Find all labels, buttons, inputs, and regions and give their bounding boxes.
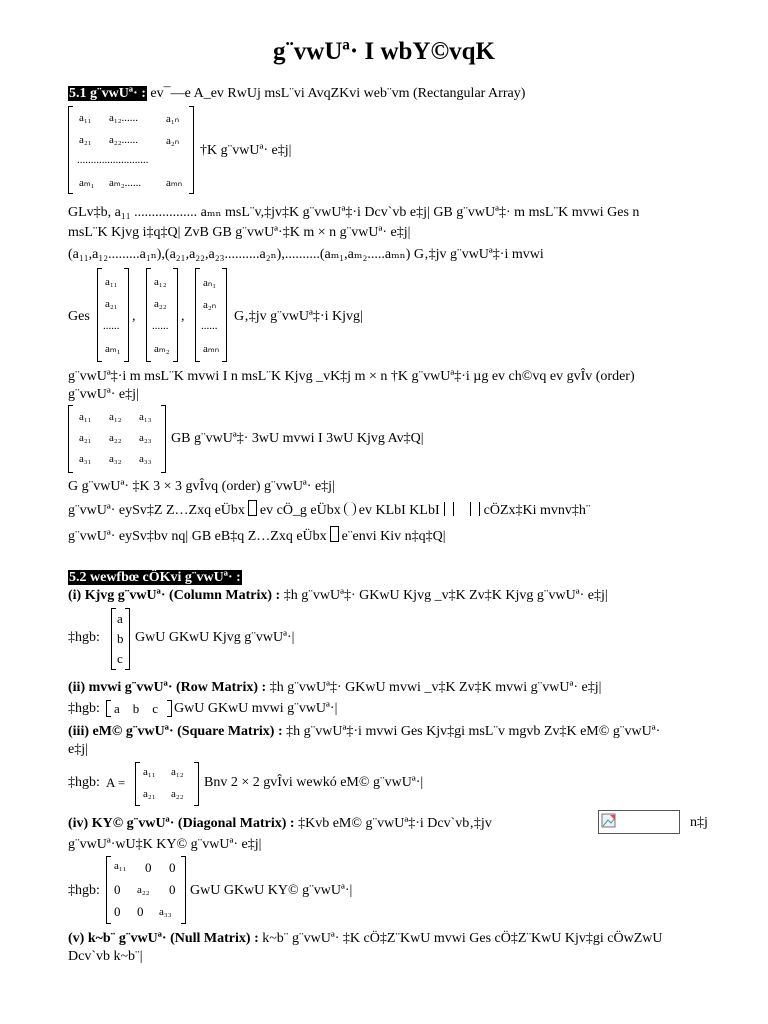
- ges-label: Ges: [68, 309, 90, 324]
- row-matrix-example: [106, 700, 172, 717]
- matrix-cell: aₘ₂......: [109, 177, 142, 189]
- matrix-cell: aₘ₁: [105, 343, 121, 355]
- matrix-cell: ......: [103, 320, 120, 332]
- matrix-cell: a₂₁: [105, 298, 118, 310]
- matrix-caption: GwU GKwU KY© g¨vwUª·|: [190, 883, 353, 898]
- text-run: ‡h g¨vwUª‡·i mvwi Ges Kjv‡gi msL¨v mgvb Zv‡K eM© g¨vwUª·: [286, 724, 661, 739]
- matrix-cell: a₂₂......: [109, 134, 139, 146]
- matrix-cell: a₁₁: [79, 112, 92, 124]
- paragraph: [68, 500, 591, 520]
- square-bracket-icon: [248, 500, 257, 516]
- vertical-bar-icon: [453, 502, 454, 516]
- column-matrix-definition: [68, 587, 608, 605]
- matrix-cell: a₂₃: [139, 432, 152, 444]
- matrix-cell: a₁₂: [154, 276, 167, 288]
- section-5-2-heading: [68, 569, 242, 587]
- matrix-cell: a₁₁: [143, 766, 156, 778]
- broken-image-icon: [598, 810, 680, 834]
- matrix-cell: a₂₂: [137, 884, 150, 896]
- vertical-bar-icon: [444, 502, 445, 516]
- diagonal-matrix-example: [106, 856, 186, 924]
- matrix-cell: aₘ₂: [154, 343, 170, 355]
- matrix-cell: a: [117, 611, 123, 626]
- section-heading-5-1: 5.1 g¨vwUª· :: [69, 86, 146, 101]
- matrix-cell: aₙ₁: [203, 277, 217, 289]
- matrix-cell: 0: [114, 882, 121, 897]
- paragraph: g¨vwUª‡·i m msL¨K mvwi I n msL¨K Kjvg _vK‡j m × n †K g¨vwUª‡·i µg ev ch©vq ev gvÎv (order): [68, 369, 635, 384]
- text-run: ‡h g¨vwUª‡· GKwU mvwi _v‡K Zv‡K mvwi g¨vwUª· e‡j|: [269, 680, 602, 695]
- row-matrix-definition: [68, 679, 601, 697]
- matrix-caption: Bnv 2 × 2 gvÎvi wewkó eM© g¨vwUª·|: [204, 775, 424, 790]
- matrix-cell: a₂₂: [154, 298, 167, 310]
- matrix-cell: ......: [152, 320, 169, 332]
- matrix-cell: a₂₂: [171, 788, 184, 800]
- paragraph: e‡j|: [68, 742, 88, 757]
- example-label: ‡hgb:: [68, 883, 100, 898]
- general-matrix: [68, 106, 194, 194]
- paragraph: msL¨K Kjvg i‡q‡Q| ZvB GB g¨vwUª·‡K m × n g¨vwUª· e‡j|: [68, 225, 411, 240]
- square-bracket-icon: [330, 526, 339, 542]
- page-title: g¨vwUª· I wbY©vqK: [272, 38, 496, 65]
- matrix-cell: 0: [137, 904, 144, 919]
- section-5-1-intro: [68, 85, 525, 103]
- section-heading-5-2: 5.2 wewfbœ cÖKvi g¨vwUª· :: [69, 570, 241, 585]
- text-run: ‡Kvb eM© g¨vwUª‡·i Dcv`vb‚‡jv: [298, 816, 492, 831]
- matrix-cell: ......: [201, 320, 218, 332]
- subheading: (ii) mvwi g¨vwUª· (Row Matrix) :: [68, 680, 267, 695]
- subheading: (iv) KY© g¨vwUª· (Diagonal Matrix) :: [68, 816, 295, 831]
- comma: ,: [181, 309, 185, 324]
- matrix-cell: a₃₂: [109, 453, 122, 465]
- column-vector-1: [97, 268, 129, 362]
- text-run: n‡j: [690, 815, 708, 830]
- matrix-cell: 0: [169, 860, 176, 875]
- matrix-cell: a₁ₙ: [166, 113, 180, 125]
- parenthesis-icon: [344, 502, 356, 516]
- paragraph: GLv‡b, a₁₁ .................. aₘₙ msL¨v,‡jv‡K g¨vwUª‡·i Dcv`vb e‡j| GB g¨vwUª‡· m msL¨K mvwi Ges n: [68, 205, 640, 220]
- matrix-cell: a₁₂: [109, 411, 122, 423]
- matrix-cell: a b c: [114, 701, 159, 716]
- comma: ,: [132, 309, 136, 324]
- paragraph: [68, 246, 544, 264]
- matrix-cell: a₂₁: [143, 788, 156, 800]
- paragraph: g¨vwUª·wU‡K KY© g¨vwUª· e‡j|: [68, 837, 262, 852]
- vertical-bar-icon: [479, 502, 480, 516]
- matrix-caption: GB g¨vwUª‡· 3wU mvwi I 3wU Kjvg Av‡Q|: [171, 431, 424, 446]
- matrix-cell: a₁₃: [139, 411, 152, 423]
- matrix-cell: 0: [145, 860, 152, 875]
- row-list: (a₁₁,a₁₂.........a₁ₙ),(a₂₁,a₂₂,a₂₃..........a₂ₙ),..........(aₘ₁,aₘ₂.....aₘₙ): [68, 247, 411, 262]
- matrix-cell: a₁₂......: [109, 112, 139, 124]
- matrix-cell: c: [117, 651, 123, 666]
- example-label: ‡hgb:: [68, 630, 100, 645]
- matrix-cell: a₂₁: [79, 134, 92, 146]
- text-run: e¨envi Kiv n‡q‡Q|: [341, 529, 446, 544]
- subheading: (iii) eM© g¨vwUª· (Square Matrix) :: [68, 724, 283, 739]
- column-matrix-example: [111, 608, 130, 670]
- text-run: g¨vwUª· eySv‡bv nq| GB eB‡q Z…Zxq eÜbx: [68, 529, 327, 544]
- matrix-cell: a₁₁: [114, 860, 127, 872]
- square-matrix-definition: [68, 723, 660, 741]
- null-matrix-definition: [68, 930, 663, 948]
- column-vector-2: [146, 268, 178, 362]
- matrix-cell: a₁₁: [79, 411, 92, 423]
- matrix-cell: a₂ₙ: [166, 135, 180, 147]
- matrix-caption: GwU GKwU Kjvg g¨vwUª·|: [135, 630, 295, 645]
- matrix-cell: aₘₙ: [203, 343, 220, 355]
- matrix-cell: a₁₂: [171, 766, 184, 778]
- matrix-cell: a₁₁: [105, 276, 118, 288]
- matrix-3x3: [68, 405, 166, 473]
- matrix-cell: a₃₃: [159, 906, 172, 918]
- paragraph: g¨vwUª· e‡j|: [68, 387, 139, 402]
- matrix-caption: GwU GKwU mvwi g¨vwUª·|: [174, 701, 338, 716]
- vertical-bar-icon: [470, 502, 471, 516]
- subheading: (i) Kjvg g¨vwUª· (Column Matrix) :: [68, 588, 281, 603]
- text-run: ev cÖ_g eÜbx: [259, 503, 341, 518]
- text-run: ev KLbI KLbI: [358, 503, 440, 518]
- intro-text: ev¯—e A_ev RwUj msL¨vi AvqZKvi web¨vm (Rectangular Array): [150, 86, 526, 101]
- matrix-cell: a₂₂: [109, 432, 122, 444]
- matrix-cell: 0: [169, 882, 176, 897]
- subheading: (v) k~b¨ g¨vwUª· (Null Matrix) :: [68, 931, 259, 946]
- text-run: g¨vwUª· eySv‡Z Z…Zxq eÜbx: [68, 503, 245, 518]
- example-label: ‡hgb:: [68, 775, 100, 790]
- text-run: k~b¨ g¨vwUª· ‡K cÖ‡Z¨KwU mvwi Ges cÖ‡Z¨KwU Kjv‡gi cÖwZwU: [262, 931, 663, 946]
- matrix-symbol: A =: [106, 775, 126, 790]
- text-run: cÖZx‡Ki mvnv‡h¨: [483, 503, 591, 518]
- matrix-cell: b: [117, 631, 124, 646]
- column-caption: G‚‡jv g¨vwUª‡·i Kjvg|: [234, 309, 363, 324]
- row-caption: G‚‡jv g¨vwUª‡·i mvwi: [413, 247, 544, 262]
- diagonal-matrix-definition: [68, 815, 492, 833]
- matrix-caption: †K g¨vwUª· e‡j|: [200, 143, 292, 158]
- matrix-cell: aₘ₁: [79, 177, 95, 189]
- matrix-cell: 0: [114, 904, 121, 919]
- paragraph: Dcv`vb k~b¨|: [68, 949, 143, 964]
- example-label: ‡hgb:: [68, 701, 100, 716]
- matrix-cell: a₂ₙ: [203, 299, 217, 311]
- column-vector-3: [195, 268, 227, 362]
- paragraph: G g¨vwUª· ‡K 3 × 3 gvÎvq (order) g¨vwUª· e‡j|: [68, 479, 335, 494]
- matrix-cell: a₃₃: [139, 453, 152, 465]
- square-matrix-example: [135, 762, 199, 806]
- text-run: ‡h g¨vwUª‡· GKwU Kjvg _v‡K Zv‡K Kjvg g¨vwUª· e‡j|: [283, 588, 608, 603]
- matrix-cell: a₃₁: [79, 453, 92, 465]
- matrix-dots: ..........................: [77, 154, 149, 166]
- matrix-cell: aₘₙ: [166, 177, 183, 189]
- matrix-cell: a₂₁: [79, 432, 92, 444]
- paragraph: [68, 526, 446, 546]
